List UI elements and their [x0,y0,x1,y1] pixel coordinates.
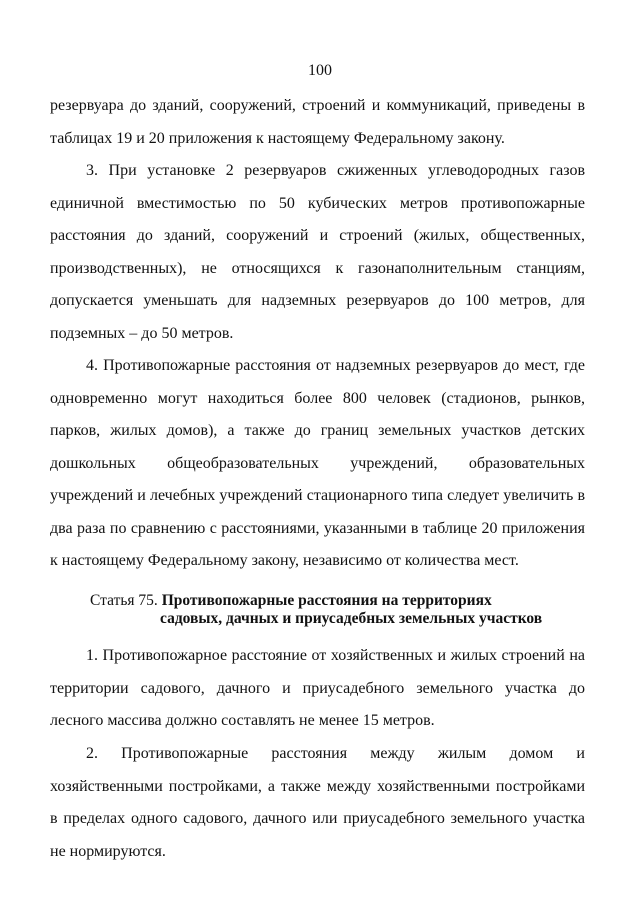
paragraph-4: 4. Противопожарные расстояния от надземных резервуаров до мест, где одновременно могут находиться более 800 человек (стадионов, рынков, парков, жилых домов), а также до границ земельных участков детских дошкольных общеобразовательных учреждений, образовательных учреждений и лечебных учреждений стационарного типа следует увеличить в два раза по сравнению с расстояниями, указанными в таблице 20 приложения к настоящему Федеральному закону, независимо от количества мест. [50,357,585,569]
article-title-line-2: садовых, дачных и приусадебных земельных участков [160,610,543,627]
article-title-line-1: Противопожарные расстояния на территориях [161,592,492,609]
article-paragraph-1: 1. Противопожарное расстояние от хозяйственных и жилых строений на территории садового, дачного и приусадебного земельного участка до лесного массива должно составлять не менее 15 метров. [50,647,585,729]
paragraph-continuation: резервуара до зданий, сооружений, строений и коммуникаций, приведены в таблицах 19 и 20 приложения к настоящему Федеральному закону. [50,97,585,147]
paragraph-3: 3. При установке 2 резервуаров сжиженных углеводородных газов единичной вместимостью по 50 кубических метров противопожарные расстояния до зданий, сооружений и строений (жилых, общественных, производственных), не относящихся к газонаполнительным станциям, допускается уменьшать для надземных резервуаров до 100 метров, для подземных – до 50 метров. [50,162,585,342]
article-paragraph-2: 2. Противопожарные расстояния между жилым домом и хозяйственными постройками, а также между хозяйственными постройками в пределах одного садового, дачного или приусадебного земельного участка не нормируются. [50,745,585,860]
article-label: Статья 75. [90,592,158,609]
article-heading [90,592,590,628]
article-heading-line-1 [90,592,590,610]
page-number: 100 [308,62,332,79]
